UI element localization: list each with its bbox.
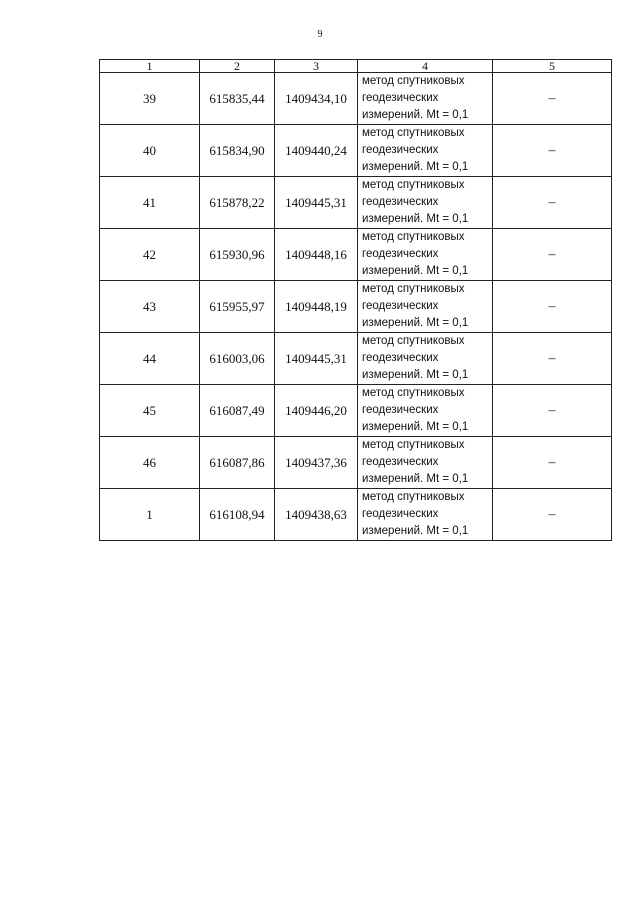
table-header <box>100 60 612 73</box>
x-coordinate-cell: 616003,06 <box>200 333 275 385</box>
page-number: 9 <box>317 29 323 40</box>
method-line: метод спутниковых <box>362 491 465 503</box>
method-line: измерений. Mt = 0,1 <box>362 265 469 277</box>
note-cell: – <box>493 333 612 385</box>
y-coordinate-cell: 1409437,36 <box>275 437 358 489</box>
method-line: метод спутниковых <box>362 387 465 399</box>
method-line: метод спутниковых <box>362 335 465 347</box>
method-cell <box>358 229 493 281</box>
method-line: измерений. Mt = 0,1 <box>362 109 469 121</box>
method-line: метод спутниковых <box>362 439 465 451</box>
note-cell: – <box>493 385 612 437</box>
method-cell <box>358 489 493 541</box>
y-coordinate-cell: 1409434,10 <box>275 73 358 125</box>
table-row <box>100 437 612 489</box>
x-coordinate-cell: 615835,44 <box>200 73 275 125</box>
method-line: метод спутниковых <box>362 231 465 243</box>
point-number-cell: 45 <box>100 385 200 437</box>
point-number-cell: 43 <box>100 281 200 333</box>
x-coordinate-cell: 616087,86 <box>200 437 275 489</box>
method-cell <box>358 125 493 177</box>
y-coordinate-cell: 1409438,63 <box>275 489 358 541</box>
method-line: метод спутниковых <box>362 75 465 87</box>
method-line: метод спутниковых <box>362 179 465 191</box>
method-line: измерений. Mt = 0,1 <box>362 213 469 225</box>
method-cell <box>358 177 493 229</box>
table-row <box>100 73 612 125</box>
coordinates-table <box>99 59 612 541</box>
method-line: измерений. Mt = 0,1 <box>362 421 469 433</box>
method-line: геодезических <box>362 352 439 364</box>
x-coordinate-cell: 615878,22 <box>200 177 275 229</box>
method-cell <box>358 73 493 125</box>
method-line: геодезических <box>362 508 439 520</box>
x-coordinate-cell: 616087,49 <box>200 385 275 437</box>
method-line: геодезических <box>362 300 439 312</box>
method-line: измерений. Mt = 0,1 <box>362 369 469 381</box>
method-line: геодезических <box>362 196 439 208</box>
method-cell <box>358 281 493 333</box>
note-cell: – <box>493 73 612 125</box>
method-line: измерений. Mt = 0,1 <box>362 525 469 537</box>
point-number-cell: 39 <box>100 73 200 125</box>
y-coordinate-cell: 1409445,31 <box>275 177 358 229</box>
method-cell <box>358 333 493 385</box>
point-number-cell: 46 <box>100 437 200 489</box>
table-row <box>100 125 612 177</box>
y-coordinate-cell: 1409440,24 <box>275 125 358 177</box>
x-coordinate-cell: 615834,90 <box>200 125 275 177</box>
point-number-cell: 42 <box>100 229 200 281</box>
header-col-3: 3 <box>275 60 358 73</box>
header-col-4: 4 <box>358 60 493 73</box>
header-col-1: 1 <box>100 60 200 73</box>
method-line: метод спутниковых <box>362 127 465 139</box>
point-number-cell: 44 <box>100 333 200 385</box>
point-number-cell: 1 <box>100 489 200 541</box>
table-row <box>100 333 612 385</box>
note-cell: – <box>493 177 612 229</box>
method-line: геодезических <box>362 456 439 468</box>
x-coordinate-cell: 615955,97 <box>200 281 275 333</box>
y-coordinate-cell: 1409448,16 <box>275 229 358 281</box>
table-row <box>100 229 612 281</box>
table-row <box>100 385 612 437</box>
x-coordinate-cell: 615930,96 <box>200 229 275 281</box>
method-line: геодезических <box>362 248 439 260</box>
method-line: измерений. Mt = 0,1 <box>362 473 469 485</box>
table-row <box>100 489 612 541</box>
header-col-5: 5 <box>493 60 612 73</box>
method-line: измерений. Mt = 0,1 <box>362 161 469 173</box>
table-row <box>100 177 612 229</box>
note-cell: – <box>493 437 612 489</box>
header-col-2: 2 <box>200 60 275 73</box>
x-coordinate-cell: 616108,94 <box>200 489 275 541</box>
method-line: геодезических <box>362 92 439 104</box>
y-coordinate-cell: 1409445,31 <box>275 333 358 385</box>
y-coordinate-cell: 1409448,19 <box>275 281 358 333</box>
method-line: метод спутниковых <box>362 283 465 295</box>
note-cell: – <box>493 281 612 333</box>
method-line: геодезических <box>362 144 439 156</box>
header-row <box>100 60 612 73</box>
method-line: геодезических <box>362 404 439 416</box>
point-number-cell: 40 <box>100 125 200 177</box>
method-line: измерений. Mt = 0,1 <box>362 317 469 329</box>
note-cell: – <box>493 229 612 281</box>
table-body <box>100 73 612 541</box>
method-cell <box>358 385 493 437</box>
method-cell <box>358 437 493 489</box>
note-cell: – <box>493 125 612 177</box>
y-coordinate-cell: 1409446,20 <box>275 385 358 437</box>
table-row <box>100 281 612 333</box>
note-cell: – <box>493 489 612 541</box>
point-number-cell: 41 <box>100 177 200 229</box>
